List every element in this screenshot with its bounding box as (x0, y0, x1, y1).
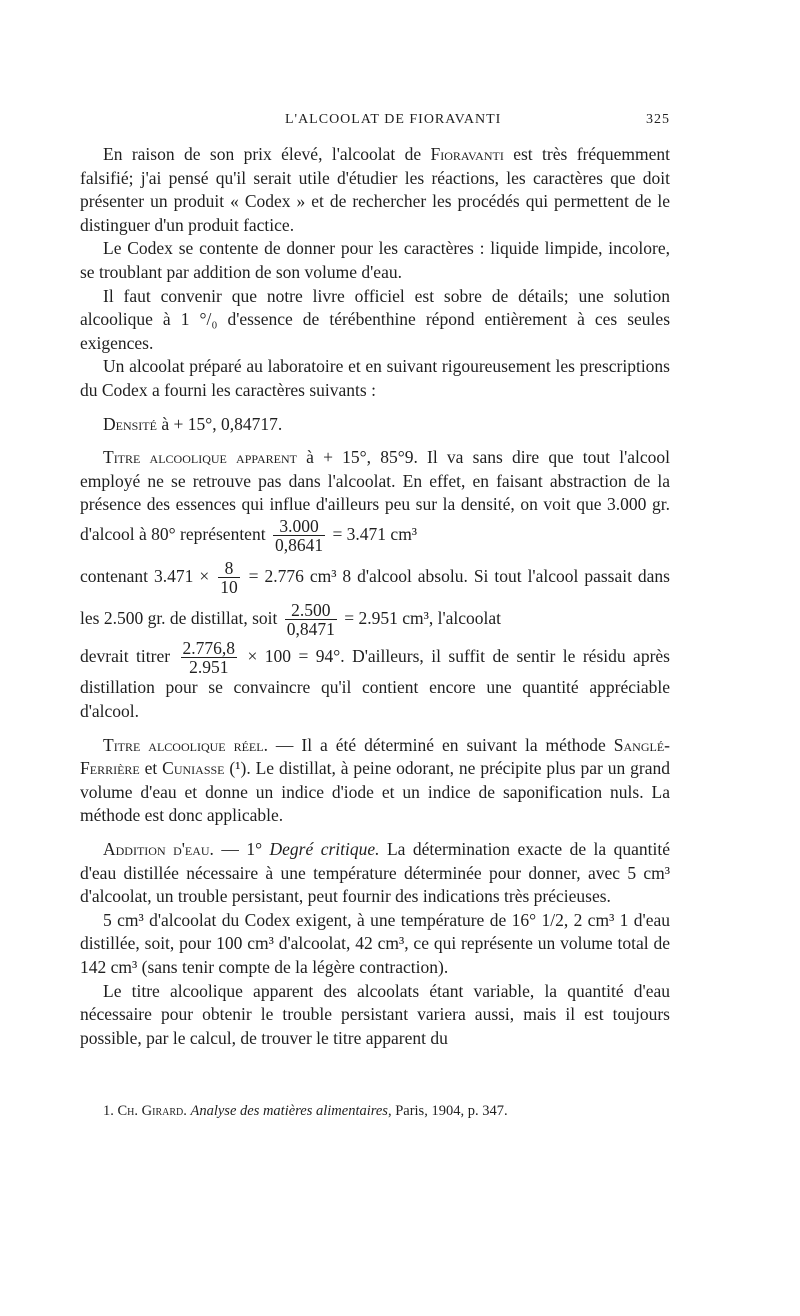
footnote-separator: . (183, 1103, 191, 1119)
method-author-1: Sanglé-Ferrière (80, 734, 670, 779)
critical-degree-title: Degré critique. (269, 838, 380, 859)
running-head-title: L'ALCOOLAT DE FIORAVANTI (285, 112, 502, 127)
page-number: 325 (646, 112, 670, 127)
footnote (80, 1103, 670, 1120)
density-text: à + 15°, 0,84717. (156, 413, 283, 434)
paragraph-1 (80, 143, 670, 237)
paragraph-water-addition (80, 838, 670, 909)
p1-text-a: En raison de son prix élevé, l'alcoolat de (103, 144, 431, 164)
apparent-text-f: devrait titrer (80, 645, 178, 666)
fraction-2-denominator: 10 (220, 577, 238, 598)
fraction-2 (218, 559, 240, 597)
fraction-1-denominator: 0,8641 (274, 535, 324, 556)
apparent-text-b: = 3.471 cm³ (328, 523, 418, 544)
apparent-text-e: = 2.951 cm³, l'alcoolat (339, 607, 502, 628)
equation-line-3 (80, 639, 670, 724)
real-title-label: Titre alcoolique réel. (103, 734, 268, 755)
apparent-text-a: à + 15°, 85°9. Il va sans dire que tout l'alcool employé ne se retrouve pas dans l'alcoolat. En effet, en faisant abstraction de la présence des essences qui influe d'ailleurs peu sur la densité, on voit que 3.000 gr. d'alcool à 80° représentent (80, 447, 670, 544)
apparent-title-label: Titre alcoolique apparent (103, 447, 297, 468)
apparent-text-g: × 100 = 94°. D'ailleurs, il suffit de sentir le résidu après distillation pour se convaincre qu'il contient encore une quantité appréciable d'alcool. (80, 645, 670, 721)
real-title-text-a: — Il a été déterminé en suivant la méthode (267, 734, 614, 755)
fraction-2-numerator: 8 (224, 557, 234, 578)
real-title-text-b: . Le distillat, à peine odorant, ne précipite plus par un grand volume d'eau et donne un indice d'iode et un indice de saponification nuls. La méthode est donc applicable. (80, 758, 670, 826)
paragraph-4: Un alcoolat préparé au laboratoire et en suivant rigoureusement les prescriptions du Codex a fourni les caractères suivants : (80, 356, 670, 400)
fraction-1 (273, 517, 325, 555)
paragraph-density (80, 413, 670, 437)
footnote-rest: , Paris, 1904, p. 347. (387, 1103, 508, 1119)
equation-line-2 (80, 555, 670, 639)
footnote-author: Ch. Girard (117, 1103, 184, 1119)
paragraph-apparent-title (80, 446, 670, 555)
method-author-2: Cuniasse (162, 758, 225, 779)
fraction-1-numerator: 3.000 (279, 515, 319, 536)
real-title-and: et (139, 758, 163, 779)
paragraph-9: 5 cm³ d'alcoolat du Codex exigent, à une température de 16° 1/2, 2 cm³ 1 d'eau distillée, soit, pour 100 cm³ d'alcoolat, 42 cm³, ce qui représente un volume total de 142 cm³ (sans tenir compte de la légère contraction). (80, 909, 670, 977)
fraction-4-numerator: 2.776,8 (182, 637, 235, 658)
paragraph-2: Le Codex se contente de donner pour les caractères : liquide limpide, incolore, se troublant par addition de son volume d'eau. (80, 238, 670, 282)
page-body (80, 143, 670, 1050)
apparent-text-d: = 2.776 cm³ 8 d'alcool absolu. Si tout l'alcool passait dans les 2.500 gr. de distillat, soit (80, 565, 670, 628)
p1-author-name: Fioravanti (430, 144, 504, 164)
density-label: Densité (103, 413, 157, 434)
p1-text-b: est très fréquemment falsifié; j'ai pensé qu'il serait utile d'étudier les réactions, les caractères que doit présenter un produit « Codex » et de rechercher les procédés qui permettent de le distinguer d'un produit factice. (80, 144, 670, 235)
fraction-3-denominator: 0,8471 (286, 619, 335, 640)
apparent-text-c: contenant 3.471 × (80, 565, 216, 586)
paragraph-10: Le titre alcoolique apparent des alcoolats étant variable, la quantité d'eau nécessaire pour obtenir le trouble persistant variera aussi, mais il est toujours possible, par le calcul, de trouver le titre apparent du (80, 980, 670, 1048)
fraction-4-denominator: 2.951 (181, 657, 238, 676)
fraction-3-numerator: 2.500 (291, 599, 331, 620)
paragraph-3: Il faut convenir que notre livre officiel est sobre de détails; une solution alcoolique à 1 °/₀ d'essence de térébenthine répond entièrement à ces seules exigences. (80, 285, 670, 353)
running-header (80, 112, 670, 134)
footnote-number: 1. (103, 1103, 118, 1119)
water-addition-text-b: La détermination exacte de la quantité d'eau distillée nécessaire à une température déterminée pour donner, avec 5 cm³ d'alcoolat, un trouble persistant, peut fournir des indications très précieuses. (80, 838, 670, 907)
footnote-title: Analyse des matières alimentaires (190, 1103, 388, 1119)
fraction-4 (181, 639, 238, 677)
fraction-3 (285, 601, 337, 639)
footnote-reference: (¹) (224, 758, 247, 779)
water-addition-text-a: — 1° (213, 838, 270, 859)
water-addition-label: Addition d'eau. (103, 838, 214, 859)
paragraph-real-title (80, 734, 670, 828)
